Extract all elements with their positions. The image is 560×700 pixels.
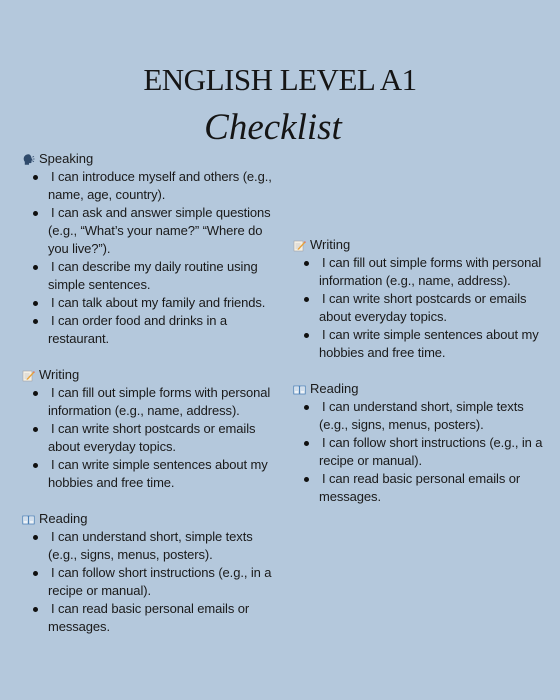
section-heading-label: Speaking: [39, 151, 94, 166]
section-heading: [22, 510, 284, 528]
right-column: [293, 236, 549, 506]
page-title: ENGLISH LEVEL A1: [143, 62, 417, 97]
checklist: [293, 398, 549, 506]
section-heading: [22, 150, 284, 168]
list-item: I can understand short, simple texts (e.g., signs, menus, posters).: [293, 398, 549, 434]
section-reading: [22, 510, 284, 636]
section-heading-label: Writing: [310, 237, 351, 252]
checklist: [22, 384, 284, 492]
list-item: I can follow short instructions (e.g., in a recipe or manual).: [22, 564, 284, 600]
list-item: I can understand short, simple texts (e.g., signs, menus, posters).: [22, 528, 284, 564]
list-item: I can read basic personal emails or messages.: [293, 470, 549, 506]
list-item: I can write short postcards or emails about everyday topics.: [22, 420, 284, 456]
list-item: I can follow short instructions (e.g., in a recipe or manual).: [293, 434, 549, 470]
checklist: [22, 168, 284, 348]
section-heading: [293, 236, 549, 254]
open-book-icon: [293, 383, 306, 396]
section-heading: [293, 380, 549, 398]
section-heading-label: Writing: [39, 367, 80, 382]
list-item: I can describe my daily routine using simple sentences.: [22, 258, 284, 294]
checklist: [293, 254, 549, 362]
section-heading-label: Reading: [310, 381, 359, 396]
list-item: I can write short postcards or emails about everyday topics.: [293, 290, 549, 326]
list-item: I can talk about my family and friends.: [22, 294, 284, 312]
speaking-head-icon: [22, 153, 35, 166]
list-item: I can order food and drinks in a restaurant.: [22, 312, 284, 348]
section-writing: [293, 236, 549, 362]
section-speaking: [22, 150, 284, 348]
list-item: I can ask and answer simple questions (e.g., “What’s your name?” “Where do you live?”).: [22, 204, 284, 258]
list-item: I can fill out simple forms with personal information (e.g., name, address).: [293, 254, 549, 290]
list-item: I can read basic personal emails or messages.: [22, 600, 284, 636]
list-item: I can write simple sentences about my hobbies and free time.: [22, 456, 284, 492]
list-item: I can introduce myself and others (e.g., name, age, country).: [22, 168, 284, 204]
section-writing: [22, 366, 284, 492]
section-heading: [22, 366, 284, 384]
section-reading: [293, 380, 549, 506]
pencil-memo-icon: [22, 369, 35, 382]
checklist: [22, 528, 284, 636]
pencil-memo-icon: [293, 239, 306, 252]
section-heading-label: Reading: [39, 511, 88, 526]
open-book-icon: [22, 513, 35, 526]
page-subtitle: Checklist: [204, 107, 342, 148]
left-column: [22, 150, 284, 636]
list-item: I can write simple sentences about my hobbies and free time.: [293, 326, 549, 362]
list-item: I can fill out simple forms with personal information (e.g., name, address).: [22, 384, 284, 420]
